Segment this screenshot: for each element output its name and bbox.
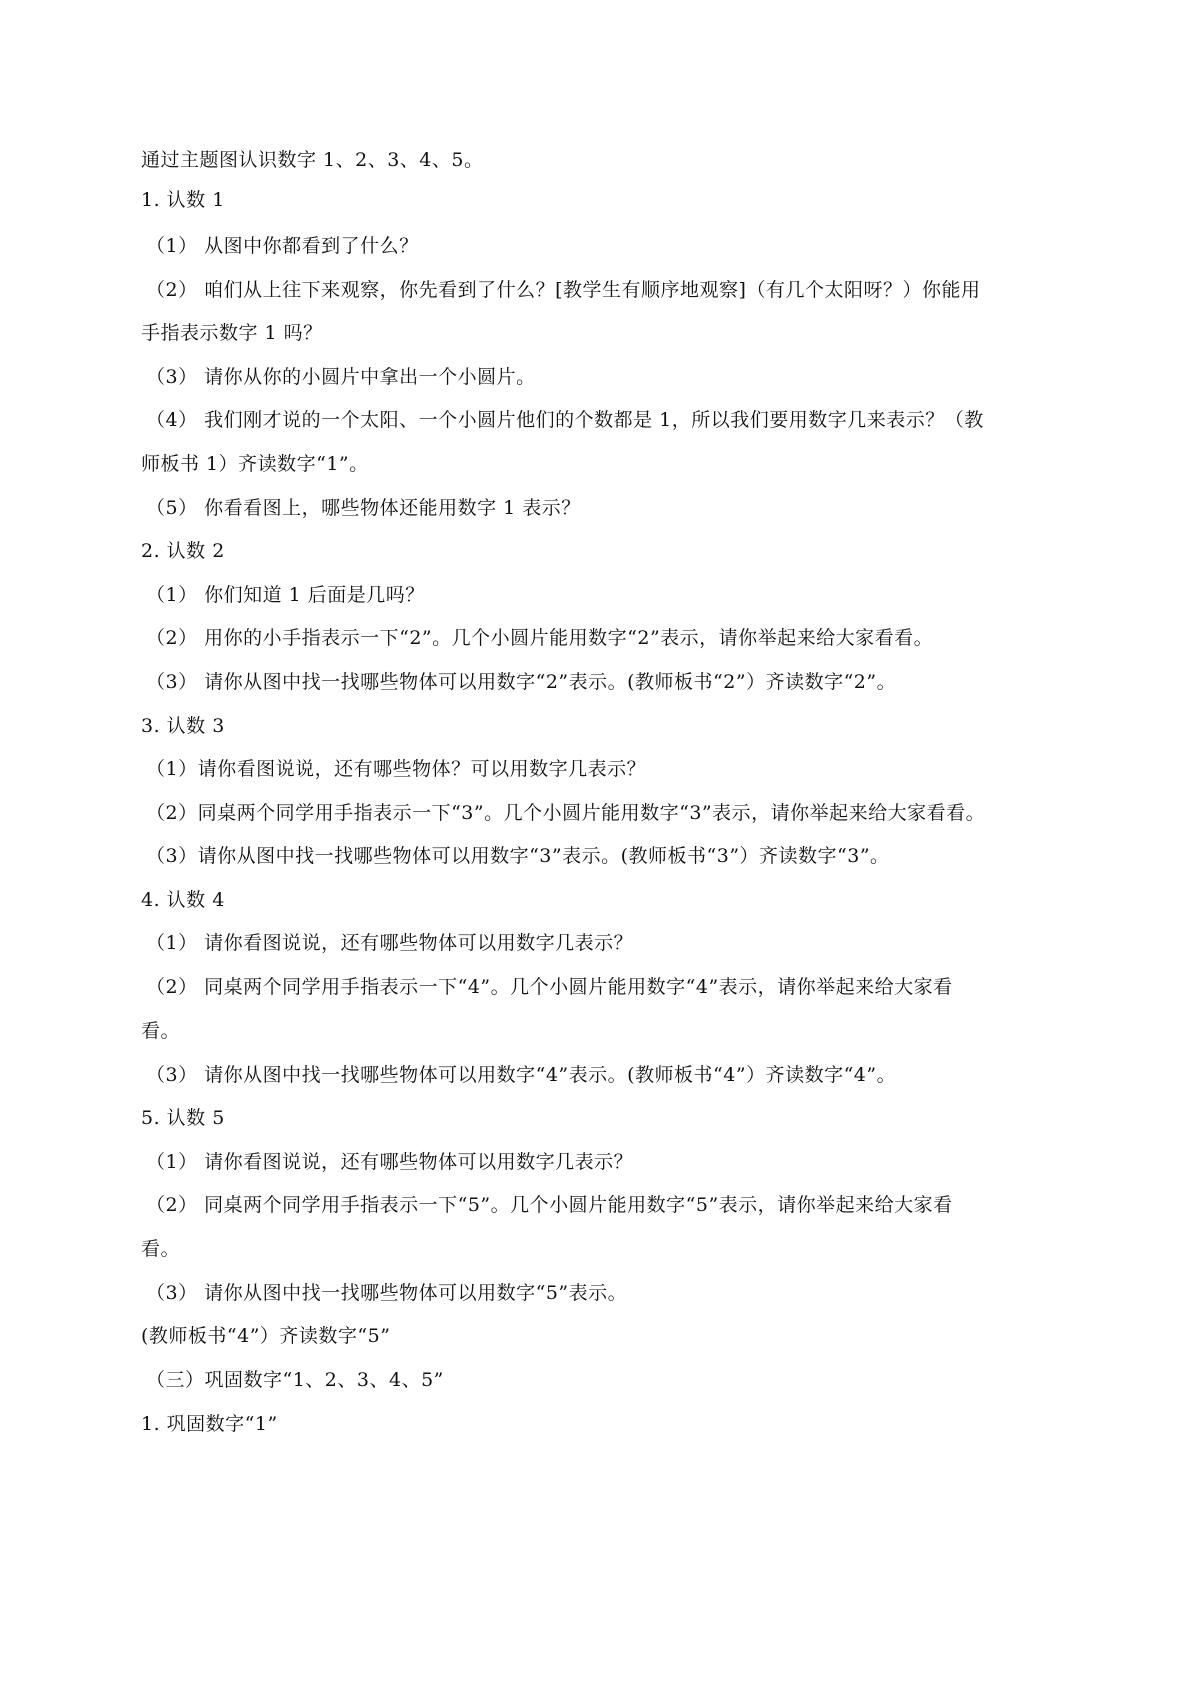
- text-line: （4） 我们刚才说的一个太阳、一个小圆片他们的个数都是 1，所以我们要用数字几来表示？（教: [146, 409, 984, 431]
- text-line: （1） 请你看图说说，还有哪些物体可以用数字几表示？: [146, 932, 634, 954]
- text-line: （2） 用你的小手指表示一下“2”。几个小圆片能用数字“2”表示，请你举起来给大家看看。: [146, 627, 934, 649]
- text-line: （1）请你看图说说，还有哪些物体？可以用数字几表示？: [146, 758, 647, 780]
- text-line: （2） 同桌两个同学用手指表示一下“5”。几个小圆片能用数字“5”表示，请你举起来给大家看: [146, 1194, 953, 1216]
- section-heading-consolidate-1: 1. 巩固数字“1”: [141, 1413, 278, 1435]
- text-line: （1） 你们知道 1 后面是几吗？: [146, 584, 425, 606]
- text-line: 看。: [141, 1238, 181, 1260]
- text-line: （3） 请你从图中找一找哪些物体可以用数字“5”表示。: [146, 1282, 628, 1304]
- text-line: 师板书 1）齐读数字“1”。: [141, 453, 369, 475]
- intro-line: 通过主题图认识数字 1、2、3、4、5。: [141, 149, 484, 171]
- text-line: （2） 咱们从上往下来观察，你先看到了什么？[教学生有顺序地观察]（有几个太阳呀？）你能用: [146, 279, 981, 301]
- text-line: 看。: [141, 1020, 181, 1042]
- text-line: （5） 你看看图上，哪些物体还能用数字 1 表示？: [146, 497, 581, 519]
- text-line: （3） 请你从你的小圆片中拿出一个小圆片。: [146, 366, 536, 388]
- section-heading-3: 3. 认数 3: [141, 715, 225, 737]
- text-line: 手指表示数字 1 吗？: [141, 322, 323, 344]
- text-line: （3） 请你从图中找一找哪些物体可以用数字“4”表示。(教师板书“4”）齐读数字“4”。: [146, 1064, 897, 1086]
- text-line: （2） 同桌两个同学用手指表示一下“4”。几个小圆片能用数字“4”表示，请你举起来给大家看: [146, 976, 953, 998]
- text-line: （3）请你从图中找一找哪些物体可以用数字“3”表示。(教师板书“3”）齐读数字“3”。: [146, 845, 890, 867]
- section-heading-1: 1. 认数 1: [141, 189, 225, 211]
- text-line: （1） 从图中你都看到了什么？: [146, 235, 419, 257]
- text-line: （2）同桌两个同学用手指表示一下“3”。几个小圆片能用数字“3”表示，请你举起来给大家看看。: [146, 802, 986, 824]
- text-line: （1） 请你看图说说，还有哪些物体可以用数字几表示？: [146, 1151, 634, 1173]
- text-line: (教师板书“4”）齐读数字“5”: [141, 1325, 391, 1347]
- section-heading-5: 5. 认数 5: [141, 1107, 225, 1129]
- subsection-heading: （三）巩固数字“1、2、3、4、5”: [146, 1369, 444, 1391]
- text-line: （3） 请你从图中找一找哪些物体可以用数字“2”表示。(教师板书“2”）齐读数字“2”。: [146, 671, 897, 693]
- section-heading-2: 2. 认数 2: [141, 540, 225, 562]
- section-heading-4: 4. 认数 4: [141, 889, 225, 911]
